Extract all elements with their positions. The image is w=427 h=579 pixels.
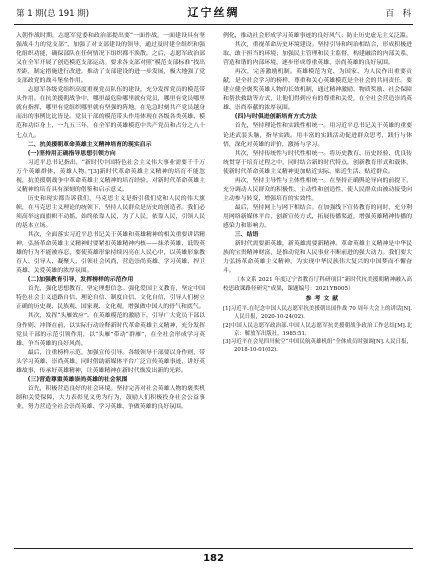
subsection-heading: (二)加强教育引导，发挥榜样的示范作用 (27, 277, 134, 284)
body-paragraph: 其次，全面落实习近平总书记关于英雄和英雄精神的相关重要讲话精神，弘扬革命英雄主义精神时要紧扣英雄精神内核——抹杀英雄、诋毁英雄的行为不能被容忍，要使英雄形象持续闪亮在人民心中，以英雄形象教育人、引导人、凝聚人，引领社会风尚，营造崇尚英雄、学习英雄、捍卫英雄、关爱英雄的浓厚氛围。 (16, 232, 205, 275)
subsection-heading: (一)坚持用正确指导思想引领方向 (27, 150, 116, 157)
body-paragraph: 最后，注重榜样示范，加强宣传引导。各级领导干部要以身作则，带头学习英雄、崇尚英雄，同时借助新媒体平台广泛宣传英雄事迹，讲好英雄故事，传承好英雄精神，让英雄精神在新时代焕发出新的光彩。 (16, 349, 205, 374)
body-paragraph: 习近平总书记指出，“新时代中国特色社会主义伟大事业需要千千万万个英雄群体、英雄人物。”[3]新时代革命英雄主义精神的培育不能忽视，抗美援朝战争中革命英雄主义精神的培育经验，对新时代革命英雄主义精神的培育具有深刻的借鉴和启示意义。 (16, 159, 205, 193)
reference-item: [1]习近平.在纪念中国人民志愿军抗美援朝出国作战 70 周年大会上的讲话[N].人民日报，2020-10-24(02). (223, 306, 412, 321)
references-heading: 参考文献 (305, 296, 342, 303)
section-label: 百 科 (385, 9, 411, 19)
body-paragraph: 例化，推动社会形成学习英雄事迹的良好风气；防止历史虚无主义泛滥。 (223, 33, 412, 39)
body-paragraph: 志愿军各级党组织高度重视党员队伍的建设，充分发挥党员的模范带头作用。在抗美援朝战争中，哪里最危险哪里就有党员，哪里有党员哪里就有指挥，哪里有党组织哪里就有坚强的阵地，在危急时刻共产党员越身而出的事例比比皆是。党员干部的模范带头作用体现在各级各类英雄、模范和功臣身上，一九五三年，在全军的英雄模范中共产党员和占分之八十七点九。 (16, 87, 205, 139)
body-paragraph: 其次，重视革命历史环境建设。坚持引导和纠治相结合，形成积极进取、敢于担当的环境；加强民主管理和民主监督，构建融洽的内部关系，营造和谐的内部环境，逐步形成尊重英雄、崇尚英雄的良好氛围。 (223, 42, 412, 67)
body-paragraph: 其次，坚持传统性与时代性相统一。将历史教育、历史经验、优良传统贯穿于培育过程之中，同时结合新的时代特点，创新教育形式和载体，使新时代革命英雄主义精神更加贴近实际、贴近生活、贴近群众。 (223, 150, 412, 175)
right-text-column (223, 32, 412, 544)
section-heading: 二、抗美援朝革命英雄主义精神培育的现实启示 (27, 141, 152, 148)
journal-title: 辽宁丝绸 (187, 6, 240, 19)
subsection-heading: (三)营造尊重英雄崇尚英雄的社会氛围 (27, 376, 128, 383)
header-rule (14, 24, 413, 25)
body-paragraph: 历史和现实都告诉我们，马克思主义是指引我们党和人民的伟大旗帜，在马克思主义理论的统领下，坚持人民群众是历史的创造者。我们必须高举这面旗帜不动摇，始终依靠人民，为了人民，依靠人民，引领人民的基本立场。 (16, 195, 205, 229)
body-paragraph: 首先，坚持理论性和实践性相统一。用习近平总书记关于英雄的重要论述武装头脑，指导实践。用丰富的实践活动促进群众思考，践行与体悟，深化对英雄的评价，激扬与学习。 (223, 123, 412, 148)
body-paragraph: 再次，完善激励机制。英雄模范为党、为国家、为人民作出重要贡献，是全社会学习的榜样，尊重和关心英雄模范是全社会的共同责任。要建立健全褒奖英雄人物的长效机制，通过精神激励、物质奖励、社会保障和帮扶救助等方式，让他们得到应有的尊重和关爱，在全社会营造崇尚英雄、崇尚奉献的浓厚氛围。 (223, 69, 412, 112)
left-text-column (16, 32, 205, 544)
running-header (14, 4, 413, 22)
body-paragraph: 再次，坚持主导性与主体性相统一。在坚持正确舆论导向的前提下，充分调动人民群众的积极性、主动性和创造性，使人民群众由被动接受向主动参与转变，增强培育的实效性。 (223, 177, 412, 202)
body-paragraph: 入朝作战时期，志愿军党委和政治部提出要“一面作战，一面建设具有坚强战斗力的党支部”，加强了对支部建设的领导，通过及时建全组织和强化组织功能，确保部队在任何情况下组织都不涣散。之后，志愿军政治部又在全军开展了创造模范支部运动。要求各支部对照“模范支部标准”找出差距，制定措施进行改进，推动了支部建设的进一步发展，极大地强了党支部政党的战斗堡垒作用。 (16, 33, 205, 85)
issue-label: 第 1 期(总 191 期) (16, 9, 90, 19)
section-heading: 三、结语 (234, 232, 259, 239)
page-number: 182 (203, 553, 224, 564)
body-paragraph: 新时代需要新英雄，新英雄需要新精神。革命英雄主义精神是中华民族的宝贵精神财富，是推动党和人民事业不断前进的强大动力。我们要大力弘扬革命英雄主义精神，为实现中华民族伟大复兴的中国梦而不懈奋斗。 (223, 241, 412, 275)
reference-item: [2]中国人民志愿军政治部.中国人民志愿军抗美援朝战争政治工作总结[M].北京：解放军出版社，1985:51. (223, 322, 412, 337)
reference-item: [3]习近平在会见四川航空“中国民航英雄机组”全体成员时强调[N].人民日报，2018-10-01(02). (223, 338, 412, 354)
body-paragraph: 最后，坚持网上与网下相结合。在加强线下宣传教育的同时，充分利用网络新媒体平台，创新宣传方式，拓展传播渠道，增强英雄精神传播的感染力和影响力。 (223, 204, 412, 229)
body-paragraph: 首先，积极营造良好的社会环境。坚持完善对社会英雄人物的褒奖机制和关爱保障，大力表彰见义勇为行为，鼓励人们积极投身社会公益事业，努力营造全社会崇尚英雄、学习英雄、争做英雄的良好氛围。 (16, 385, 205, 410)
body-paragraph: 首先，强化思想教育，坚定理想信念。强化爱国主义教育，坚定中国特色社会主义道路自信、理论自信、制度自信、文化自信，引导人们树立正确的历史观、民族观、国家观、文化观，增强做中国人的骨气和底气。 (16, 286, 205, 311)
subsection-heading: (四)与时俱进创新培育方式方法 (234, 114, 317, 121)
body-paragraph: 其次，发挥“头雁效应”。在英雄模范的激励下，引导广大党员干部以身作则、冲锋在前，以实际行动诠释新时代革命英雄主义精神，充分发挥党员干部的示范引领作用，以“头雁”带动“群雁”，在全社会形成学习英雄、争当英雄的良好风尚。 (16, 313, 205, 347)
funding-note: （本文系 2021 年度辽宁省教育厅科研项目“新时代抗美援朝精神融入高校思政课路径研究”成果，课题编号：2021YB005） (223, 277, 412, 292)
footer-rule (14, 548, 413, 549)
